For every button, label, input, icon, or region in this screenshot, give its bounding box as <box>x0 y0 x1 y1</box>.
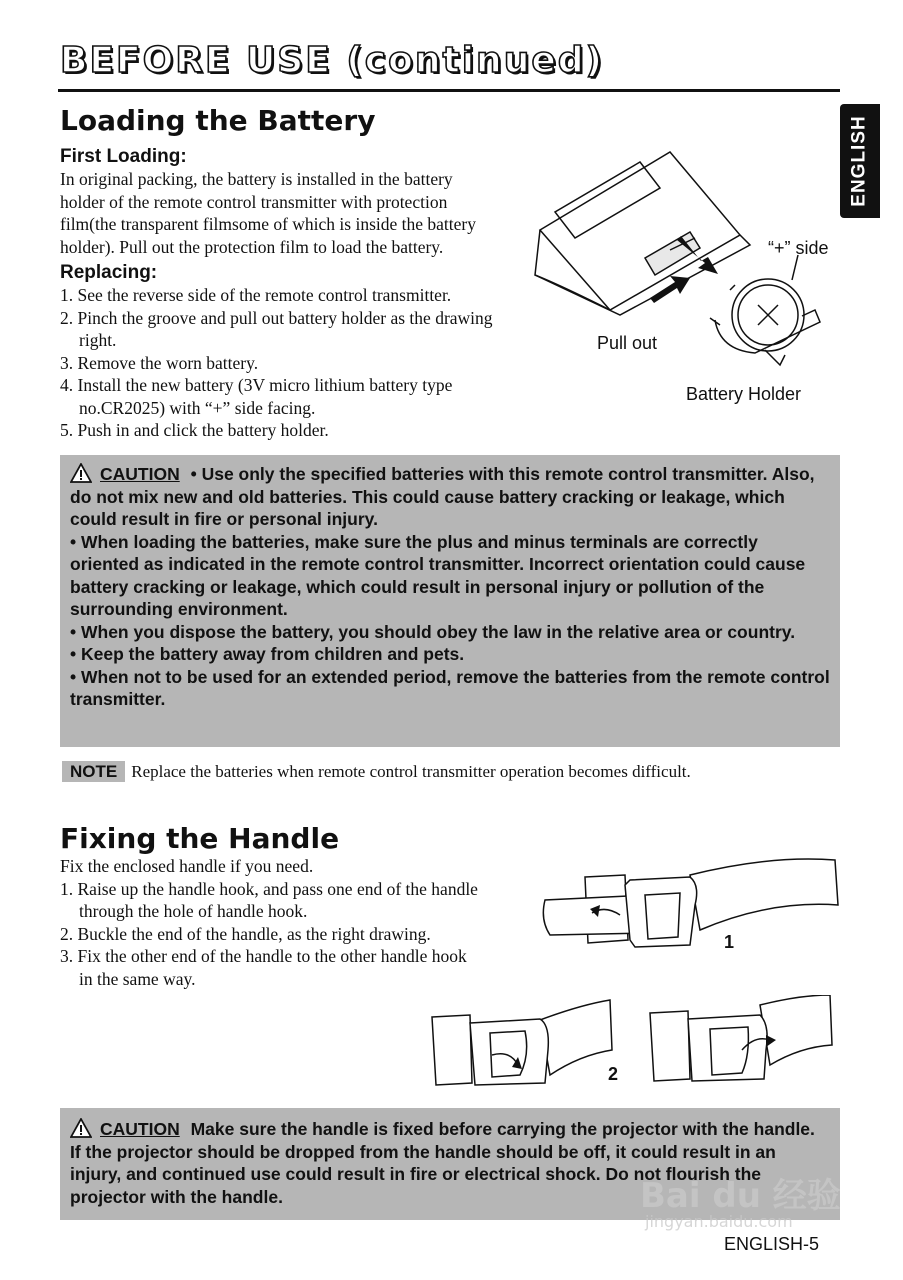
watermark-url: jingyan.baidu.com <box>645 1212 793 1231</box>
caution-line <box>70 463 830 531</box>
handle-section-title: Fixing the Handle <box>60 822 340 855</box>
first-loading-block <box>60 146 530 258</box>
caution-label: CAUTION <box>100 1119 180 1139</box>
plus-side-label: “+” side <box>768 238 829 258</box>
page-number: ENGLISH-5 <box>724 1234 820 1254</box>
caution-line: • When you dispose the battery, you should obey the law in the relative area or country. <box>70 621 796 642</box>
language-tab-label: ENGLISH <box>849 115 871 207</box>
handle-intro: Fix the enclosed handle if you need. <box>60 856 314 876</box>
warning-triangle-icon <box>70 463 92 483</box>
handle-text-block <box>60 855 480 990</box>
handle-steps <box>60 878 480 991</box>
note-label: NOTE <box>62 761 125 782</box>
text-line: film(the transparent filmsome of which is inside the battery <box>60 214 477 234</box>
replacing-heading: Replacing: <box>60 262 158 283</box>
step2-label: 2 <box>608 1064 619 1084</box>
list-item: 3. Fix the other end of the handle to the other handle hook in the same way. <box>60 946 467 989</box>
caution-line: • Keep the battery away from children and pets. <box>70 644 465 664</box>
replacing-steps <box>60 284 510 442</box>
handle-step1-illustration <box>540 855 840 955</box>
warning-triangle-icon <box>70 1118 92 1138</box>
list-item: 4. Install the new battery (3V micro lithium battery type no.CR2025) with “+” side facing. <box>60 375 453 418</box>
battery-holder-illustration <box>530 150 830 410</box>
caution-line: • When loading the batteries, make sure the plus and minus terminals are correctly oriented as indicated in the remote control transmitter. Incorrect orientation could cause battery cracking or leakage, which could result in personal injury or pollution of the surrounding environment. <box>70 531 806 619</box>
caution-text: • Use only the specified batteries with this remote control transmitter. Also, do not mix new and old batteries. This could cause battery cracking or leakage, which could result in fire or personal injury. <box>70 464 815 529</box>
text-line: holder of the remote control transmitter with protection <box>60 191 448 212</box>
battery-holder-label: Battery Holder <box>686 384 802 404</box>
list-item: 3. Remove the worn battery. <box>60 352 259 373</box>
caution-text: Make sure the handle is fixed before carrying the projector with the handle. If the projector should be dropped from the handle should be off, it could result in an injury, and continued use could result in fire or electrical shock. Do not flourish the projector with the handle. <box>70 1119 815 1207</box>
list-item: 1. See the reverse side of the remote control transmitter. <box>60 285 452 305</box>
list-item: 5. Push in and click the battery holder. <box>60 420 329 440</box>
handle-step2-illustration <box>430 995 840 1090</box>
caution-label: CAUTION <box>100 464 180 484</box>
battery-caution-box <box>60 455 840 747</box>
text-line: holder). Pull out the protection film to load the battery. <box>60 236 444 257</box>
language-tab <box>840 104 880 218</box>
replacing-block <box>60 262 510 442</box>
note-text: Replace the batteries when remote control transmitter operation becomes difficult. <box>131 762 691 781</box>
list-item: 1. Raise up the handle hook, and pass one end of the handle through the hole of handle hook. <box>60 878 478 921</box>
step1-label: 1 <box>724 932 735 952</box>
pull-out-label: Pull out <box>597 333 658 353</box>
watermark-brand: Bai du 经验 <box>640 1176 841 1216</box>
header-divider <box>58 89 840 92</box>
page-header-title: BEFORE USE (continued) <box>60 40 604 81</box>
first-loading-text <box>60 168 530 258</box>
battery-section-title: Loading the Battery <box>60 104 376 137</box>
first-loading-heading: First Loading: <box>60 146 187 167</box>
text-line: In original packing, the battery is installed in the battery <box>60 169 453 189</box>
caution-line: • When not to be used for an extended period, remove the batteries from the remote control transmitter. <box>70 666 830 709</box>
note-line <box>62 761 842 784</box>
list-item: 2. Buckle the end of the handle, as the right drawing. <box>60 923 431 944</box>
list-item: 2. Pinch the groove and pull out battery holder as the drawing right. <box>60 307 493 350</box>
